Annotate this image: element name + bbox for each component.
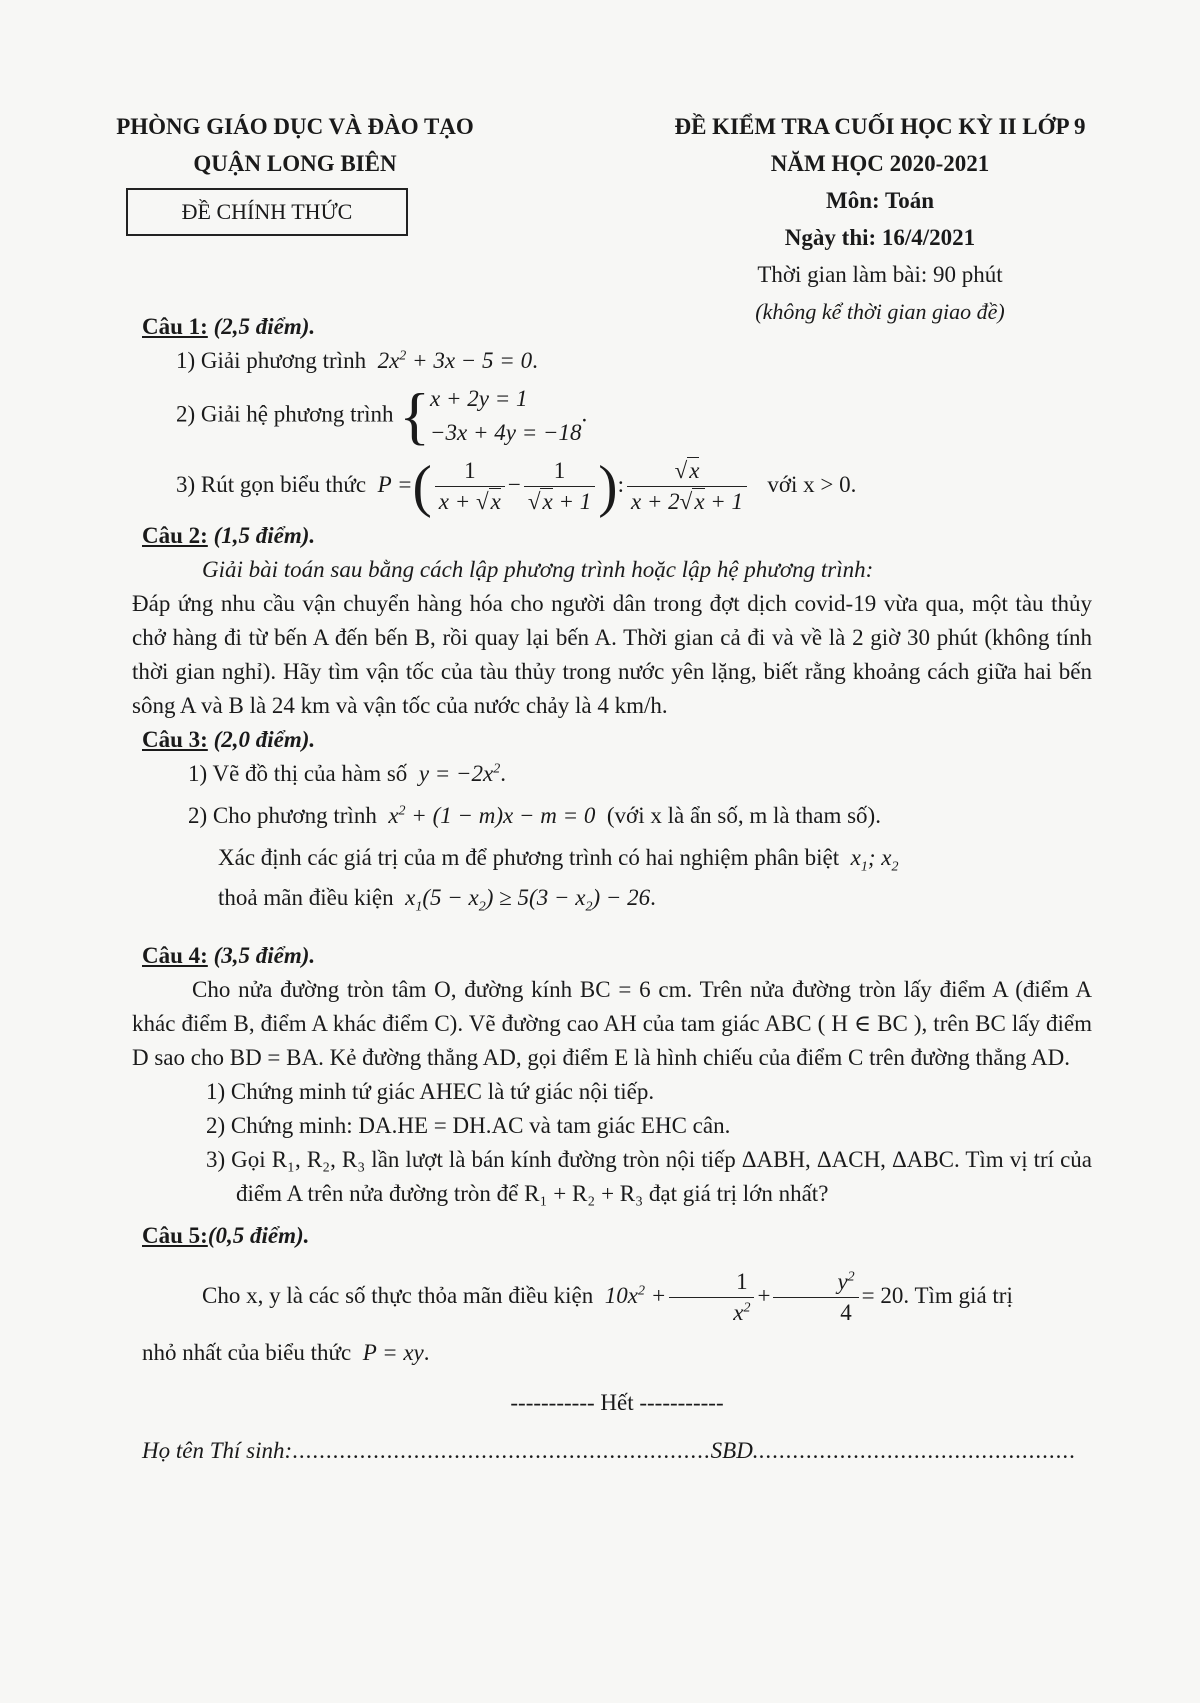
duration-note: (không kể thời gian giao đề)	[755, 299, 1005, 324]
official-stamp: ĐỀ CHÍNH THỨC	[126, 188, 408, 236]
q5-title: Câu 5:(0,5 điểm).	[142, 1223, 310, 1248]
q3-title: Câu 3: (2,0 điểm).	[142, 727, 316, 752]
q2-intro: Giải bài toán sau bằng cách lập phương trình hoặc lập hệ phương trình:	[202, 557, 874, 582]
exam-date: Ngày thi: 16/4/2021	[784, 225, 976, 250]
dept-line2: QUẬN LONG BIÊN	[193, 151, 397, 176]
q1-item3: 3) Rút gọn biểu thức P =( $\frac{1}{x + √x}$ − $\frac{1}{√x + 1}$ ): $\frac{√x}{x + 2√x + 1}$ với x > 0.	[176, 453, 857, 519]
header-right	[590, 108, 1170, 330]
q3-item2-line3: thoả mãn điều kiện $x_1(5 - x_2) \ge 5(3 - x_2) - 26$.	[218, 885, 656, 915]
q1-item2: 2) Giải hệ phương trình { x + 2y = 1 −3x + 4y = −18 .	[176, 380, 588, 451]
candidate-name-label: Họ tên Thí sinh:	[142, 1438, 293, 1463]
q2-body: Đáp ứng nhu cầu vận chuyển hàng hóa cho người dân trong đợt dịch covid-19 vừa qua, một tàu thủy chở hàng đi từ bến A đến bến B, rồi quay lại bến A. Thời gian cả đi và về là 2 giờ 30 phút (không tính thời gian nghỉ). Hãy tìm vận tốc của tàu thủy trong nước yên lặng, biết rằng khoảng cách giữa hai bến sông A và B là 24 km và vận tốc của nước chảy là 4 km/h.	[132, 591, 1092, 718]
header-left	[40, 108, 550, 182]
subject: Môn: Toán	[825, 188, 934, 213]
candidate-footer: Họ tên Thí sinh:..............................................................SBD................................................	[142, 1438, 1076, 1463]
exam-title: ĐỀ KIỂM TRA CUỐI HỌC KỲ II LỚP 9	[674, 114, 1086, 139]
duration: Thời gian làm bài: 90 phút	[757, 262, 1003, 287]
q1-item1: 1) Giải phương trình $2x^2 + 3x - 5 = 0$.	[176, 348, 538, 373]
q3-item2-line2: Xác định các giá trị của m để phương trình có hai nghiệm phân biệt $x_1$; $x_2$	[218, 845, 899, 875]
q3-item1: 1) Vẽ đồ thị của hàm số $y = -2x^2$.	[188, 761, 507, 786]
school-year: NĂM HỌC 2020-2021	[770, 151, 990, 176]
dept-line1: PHÒNG GIÁO DỤC VÀ ĐÀO TẠO	[116, 114, 474, 139]
q4-item1: 1) Chứng minh tứ giác AHEC là tứ giác nội tiếp.	[206, 1079, 655, 1104]
end-marker: ----------- Hết -----------	[510, 1390, 724, 1415]
q3-item2: 2) Cho phương trình $x^2 + (1 - m)x - m = 0$ (với x là ẩn số, m là tham số).	[188, 803, 881, 828]
q2-title: Câu 2: (1,5 điểm).	[142, 523, 316, 548]
q4-item2: 2) Chứng minh: DA.HE = DH.AC và tam giác EHC cân.	[206, 1113, 731, 1138]
q4-title: Câu 4: (3,5 điểm).	[142, 943, 316, 968]
q5-line1: Cho x, y là các số thực thỏa mãn điều kiện $10x^2$ + $\frac{1}{x^2}$ + $\frac{y^2}{4}$ = 20. Tìm giá trị	[202, 1269, 1013, 1325]
q4-body: Cho nửa đường tròn tâm O, đường kính BC = 6 cm. Trên nửa đường tròn lấy điểm A (điểm A khác điểm B, điểm A khác điểm C). Vẽ đường cao AH của tam giác ABC ( H ∈ BC ), trên BC lấy điểm D sao cho BD = BA. Kẻ đường thẳng AD, gọi điểm E là hình chiếu của điểm C trên đường thẳng AD.	[132, 977, 1092, 1070]
sbd-label: SBD.	[710, 1438, 759, 1463]
exam-content	[132, 310, 1092, 1468]
q1-title: Câu 1: (2,5 điểm).	[142, 314, 316, 339]
q5-line2: nhỏ nhất của biểu thức P = xy.	[142, 1340, 430, 1365]
q4-item3: 3) Gọi R₁, R₂, R₃ lần lượt là bán kính đường tròn nội tiếp ΔABH, ΔACH, ΔABC. Tìm vị trí của điểm A trên nửa đường tròn để R₁ + R₂ + R₃ đạt giá trị lớn nhất?	[206, 1147, 1092, 1206]
